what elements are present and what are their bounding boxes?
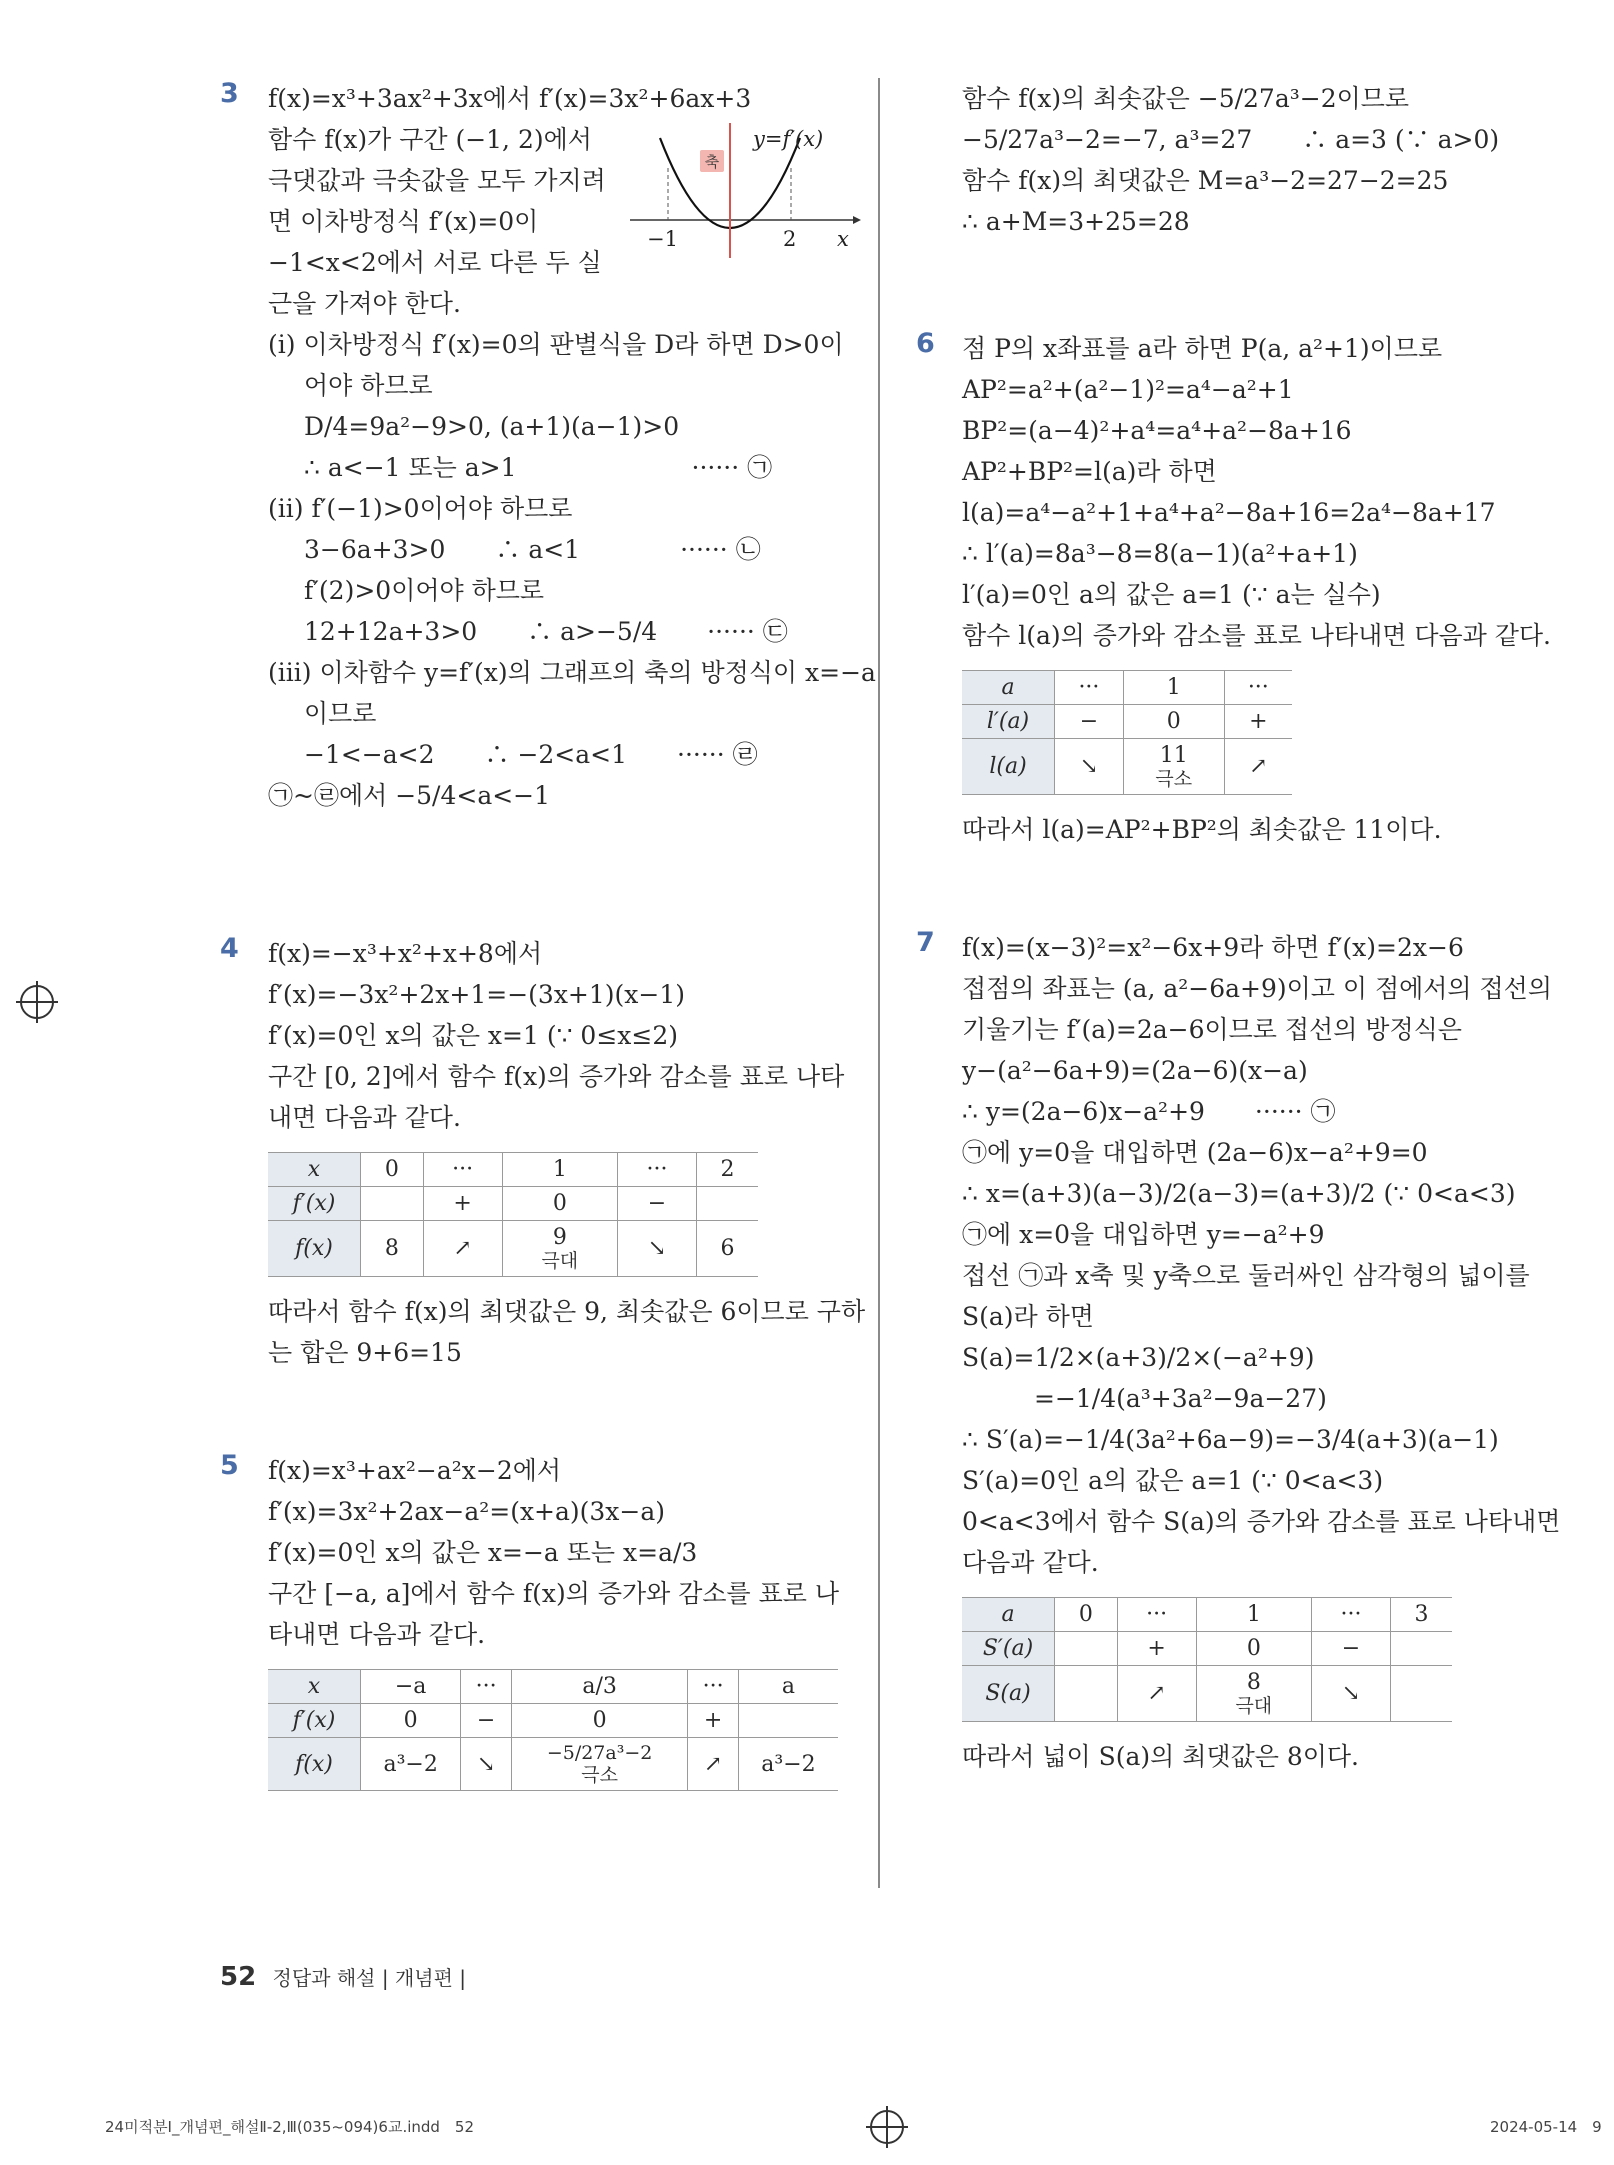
problem-4 xyxy=(220,933,866,1373)
problem-number: 7 xyxy=(916,927,935,958)
print-slug-file: 24미적분Ⅰ_개념편_해설Ⅱ-2,Ⅲ(035~094)6교.indd 52 xyxy=(105,2118,475,2136)
table-cell: 3 xyxy=(1390,1598,1452,1632)
text-line: 극댓값과 극솟값을 모두 가지려 xyxy=(268,166,606,195)
table-cell: 0 xyxy=(361,1153,424,1187)
x-axis-arrow xyxy=(853,216,861,224)
text-line: 이므로 xyxy=(304,699,377,728)
text-line: ∴ x=(a+3)(a−3)/2(a−3)=(a+3)/2 (∵ 0<a<3) xyxy=(962,1179,1516,1208)
problem-number: 5 xyxy=(220,1450,239,1481)
text-line: ∴ a<−1 또는 a>1 ······ ㉠ xyxy=(304,453,773,482)
text-line: 함수 f(x)가 구간 (−1, 2)에서 xyxy=(268,125,592,154)
text-line: ㉠~㉣에서 −5/4<a<−1 xyxy=(268,781,551,810)
section-label: 정답과 해설 | 개념편 | xyxy=(272,1966,467,1990)
table-cell: 1 xyxy=(502,1153,617,1187)
text-line: ㉠에 x=0을 대입하면 y=−a²+9 xyxy=(962,1220,1325,1249)
text-line: y−(a²−6a+9)=(2a−6)(x−a) xyxy=(962,1056,1308,1085)
text-line: S′(a)=0인 a의 값은 a=1 (∵ 0<a<3) xyxy=(962,1466,1384,1495)
table-cell: ··· xyxy=(688,1670,739,1704)
text-line: S(a)라 하면 xyxy=(962,1302,1094,1331)
text-line: 구간 [0, 2]에서 함수 f(x)의 증가와 감소를 표로 나타 xyxy=(268,1062,845,1091)
table-cell: 1 xyxy=(1123,671,1224,705)
extremum-label: 극대 xyxy=(541,1250,579,1272)
text-line: 접점의 좌표는 (a, a²−6a+9)이고 이 점에서의 접선의 xyxy=(962,974,1552,1003)
text-line: l(a)=a⁴−a²+1+a⁴+a²−8a+16=2a⁴−8a+17 xyxy=(962,498,1496,527)
table-cell xyxy=(502,1221,617,1277)
registration-mark-icon xyxy=(870,2110,904,2144)
column-divider xyxy=(878,78,880,1888)
table-cell: ↗ xyxy=(1224,739,1292,795)
table-cell: x xyxy=(268,1670,361,1704)
table-cell: ↗ xyxy=(423,1221,502,1277)
text-line: 따라서 넓이 S(a)의 최댓값은 8이다. xyxy=(962,1742,1359,1771)
table-cell: f(x) xyxy=(268,1738,361,1791)
text-line: f′(x)=3x²+2ax−a²=(x+a)(3x−a) xyxy=(268,1497,666,1526)
x-tick-left: −1 xyxy=(647,227,678,251)
table-cell: 2 xyxy=(696,1153,758,1187)
text-line: ∴ S′(a)=−1/4(3a²+6a−9)=−3/4(a+3)(a−1) xyxy=(962,1425,1499,1454)
table-cell xyxy=(361,1187,424,1221)
x-tick-right: 2 xyxy=(783,227,797,251)
table-cell: + xyxy=(1224,705,1292,739)
table-cell xyxy=(1390,1632,1452,1666)
table-cell: − xyxy=(1055,705,1124,739)
table-cell: 0 xyxy=(502,1187,617,1221)
table-cell: ··· xyxy=(461,1670,512,1704)
table-cell: 6 xyxy=(696,1221,758,1277)
text-line: 12+12a+3>0 ∴ a>−5/4 ······ ㉢ xyxy=(304,617,788,646)
extremum-value: 9 xyxy=(552,1225,567,1250)
table-cell: ↗ xyxy=(1117,1666,1196,1722)
text-line: S(a)=1/2×(a+3)/2×(−a²+9) xyxy=(962,1343,1315,1372)
table-cell: + xyxy=(423,1187,502,1221)
text-line: ∴ y=(2a−6)x−a²+9 ······ ㉠ xyxy=(962,1097,1336,1126)
table-cell: − xyxy=(618,1187,697,1221)
table-cell: f(x) xyxy=(268,1221,361,1277)
text-line: (ⅲ) 이차함수 y=f′(x)의 그래프의 축의 방정식이 x=−a xyxy=(268,658,876,687)
table-cell: ··· xyxy=(423,1153,502,1187)
table-cell: 0 xyxy=(511,1704,687,1738)
text-line: 내면 다음과 같다. xyxy=(268,1103,461,1132)
page-footer xyxy=(220,1962,466,1992)
table-cell xyxy=(1196,1666,1311,1722)
graph-label: y=f′(x) xyxy=(753,127,824,151)
table-cell: l(a) xyxy=(962,739,1055,795)
table-cell: ↘ xyxy=(1055,739,1124,795)
table-cell: l′(a) xyxy=(962,705,1055,739)
table-cell: a xyxy=(962,1598,1055,1632)
table-cell: 0 xyxy=(1055,1598,1118,1632)
text-line: ㉠에 y=0을 대입하면 (2a−6)x−a²+9=0 xyxy=(962,1138,1428,1167)
extremum-value: 8 xyxy=(1246,1670,1261,1695)
table-cell xyxy=(1055,1666,1118,1722)
text-line: 어야 하므로 xyxy=(304,371,433,400)
text-line: f′(x)=0인 x의 값은 x=−a 또는 x=a/3 xyxy=(268,1538,698,1567)
text-line: AP²+BP²=l(a)라 하면 xyxy=(962,457,1217,486)
text-line: f(x)=x³+ax²−a²x−2에서 xyxy=(268,1456,562,1485)
registration-mark-icon xyxy=(20,985,54,1019)
variation-table xyxy=(962,670,1292,795)
x-axis-label: x xyxy=(837,227,849,251)
extremum-label: 극대 xyxy=(1235,1695,1273,1717)
table-cell: 0 xyxy=(1196,1632,1311,1666)
text-line: l′(a)=0인 a의 값은 a=1 (∵ a는 실수) xyxy=(962,580,1381,609)
text-line: 따라서 l(a)=AP²+BP²의 최솟값은 11이다. xyxy=(962,815,1442,844)
text-line: 따라서 함수 f(x)의 최댓값은 9, 최솟값은 6이므로 구하 xyxy=(268,1297,866,1326)
text-line: f′(2)>0이어야 하므로 xyxy=(304,576,545,605)
table-cell xyxy=(1123,739,1224,795)
extremum-value: 11 xyxy=(1159,743,1188,768)
table-cell: a/3 xyxy=(511,1670,687,1704)
table-cell: 8 xyxy=(361,1221,424,1277)
text-line: 점 P의 x좌표를 a라 하면 P(a, a²+1)이므로 xyxy=(962,334,1443,363)
axis-tag: 축 xyxy=(704,153,720,171)
text-line: 접선 ㉠과 x축 및 y축으로 둘러싸인 삼각형의 넓이를 xyxy=(962,1261,1530,1290)
text-line: 다음과 같다. xyxy=(962,1548,1099,1577)
page-number: 52 xyxy=(220,1962,257,1992)
table-cell xyxy=(511,1738,687,1791)
table-cell: + xyxy=(688,1704,739,1738)
table-cell: a xyxy=(962,671,1055,705)
table-cell: a xyxy=(738,1670,838,1704)
table-cell: ↘ xyxy=(618,1221,697,1277)
table-cell: a³−2 xyxy=(738,1738,838,1791)
problem-number: 6 xyxy=(916,328,935,359)
text-line: BP²=(a−4)²+a⁴=a⁴+a²−8a+16 xyxy=(962,416,1352,445)
table-cell: 0 xyxy=(1123,705,1224,739)
text-line: =−1/4(a³+3a²−9a−27) xyxy=(1034,1384,1327,1413)
table-cell: ··· xyxy=(1224,671,1292,705)
text-line: −1<x<2에서 서로 다른 두 실 xyxy=(268,248,602,277)
text-line: 면 이차방정식 f′(x)=0이 xyxy=(268,207,539,236)
text-line: 함수 l(a)의 증가와 감소를 표로 나타내면 다음과 같다. xyxy=(962,621,1551,650)
table-cell: ··· xyxy=(1312,1598,1391,1632)
text-line: −1<−a<2 ∴ −2<a<1 ······ ㉣ xyxy=(304,740,758,769)
text-line: f(x)=(x−3)²=x²−6x+9라 하면 f′(x)=2x−6 xyxy=(962,933,1464,962)
problem-3 xyxy=(220,78,876,816)
table-cell: + xyxy=(1117,1632,1196,1666)
table-cell: 1 xyxy=(1196,1598,1311,1632)
problem-number: 4 xyxy=(220,933,239,964)
text-line: 0<a<3에서 함수 S(a)의 증가와 감소를 표로 나타내면 xyxy=(962,1507,1561,1536)
text-line: (ⅰ) 이차방정식 f′(x)=0의 판별식을 D라 하면 D>0이 xyxy=(268,330,844,359)
table-cell: ··· xyxy=(1117,1598,1196,1632)
table-cell: ··· xyxy=(618,1153,697,1187)
table-cell: ↘ xyxy=(461,1738,512,1791)
problem-5-continued xyxy=(962,78,1562,242)
table-cell: − xyxy=(461,1704,512,1738)
text-line: ∴ a+M=3+25=28 xyxy=(962,207,1190,236)
text-line: 3−6a+3>0 ∴ a<1 ······ ㉡ xyxy=(304,535,761,564)
extremum-label: 극소 xyxy=(1155,768,1193,790)
text-line: (ⅱ) f′(−1)>0이어야 하므로 xyxy=(268,494,573,523)
text-line: f(x)=x³+3ax²+3x에서 f′(x)=3x²+6ax+3 xyxy=(268,84,752,113)
table-cell xyxy=(1390,1666,1452,1722)
table-cell: ↘ xyxy=(1312,1666,1391,1722)
text-line: D/4=9a²−9>0, (a+1)(a−1)>0 xyxy=(304,412,680,441)
variation-table xyxy=(268,1669,838,1791)
table-cell xyxy=(696,1187,758,1221)
text-line: f′(x)=0인 x의 값은 x=1 (∵ 0≤x≤2) xyxy=(268,1021,678,1050)
table-cell: ↗ xyxy=(688,1738,739,1791)
table-cell: 0 xyxy=(361,1704,461,1738)
table-cell xyxy=(1055,1632,1118,1666)
problem-5 xyxy=(220,1450,860,1805)
table-cell: a³−2 xyxy=(361,1738,461,1791)
table-cell: S′(a) xyxy=(962,1632,1055,1666)
text-line: 기울기는 f′(a)=2a−6이므로 접선의 방정식은 xyxy=(962,1015,1462,1044)
text-line: f′(x)=−3x²+2x+1=−(3x+1)(x−1) xyxy=(268,980,685,1009)
text-line: 함수 f(x)의 최솟값은 −5/27a³−2이므로 xyxy=(962,84,1410,113)
print-slug-date: 2024-05-14 9 xyxy=(1490,2118,1602,2136)
problem-6 xyxy=(916,328,1562,850)
table-cell: − xyxy=(1312,1632,1391,1666)
table-cell: S(a) xyxy=(962,1666,1055,1722)
extremum-value: −5/27a³−2 xyxy=(546,1742,653,1764)
text-line: 구간 [−a, a]에서 함수 f(x)의 증가와 감소를 표로 나 xyxy=(268,1579,840,1608)
table-cell: ··· xyxy=(1055,671,1124,705)
derivative-graph xyxy=(625,118,865,258)
text-line: AP²=a²+(a²−1)²=a⁴−a²+1 xyxy=(962,375,1294,404)
table-cell: f′(x) xyxy=(268,1704,361,1738)
table-cell: −a xyxy=(361,1670,461,1704)
table-cell xyxy=(738,1704,838,1738)
problem-7 xyxy=(916,927,1562,1777)
text-line: −5/27a³−2=−7, a³=27 ∴ a=3 (∵ a>0) xyxy=(962,125,1500,154)
extremum-label: 극소 xyxy=(581,1764,618,1786)
text-line: 함수 f(x)의 최댓값은 M=a³−2=27−2=25 xyxy=(962,166,1449,195)
variation-table xyxy=(268,1152,758,1277)
text-line: 는 합은 9+6=15 xyxy=(268,1338,462,1367)
problem-number: 3 xyxy=(220,78,239,109)
table-cell: f′(x) xyxy=(268,1187,361,1221)
text-line: 타내면 다음과 같다. xyxy=(268,1620,486,1649)
table-cell: x xyxy=(268,1153,361,1187)
text-line: 근을 가져야 한다. xyxy=(268,289,461,318)
variation-table xyxy=(962,1597,1452,1722)
text-line: f(x)=−x³+x²+x+8에서 xyxy=(268,939,543,968)
text-line: ∴ l′(a)=8a³−8=8(a−1)(a²+a+1) xyxy=(962,539,1358,568)
